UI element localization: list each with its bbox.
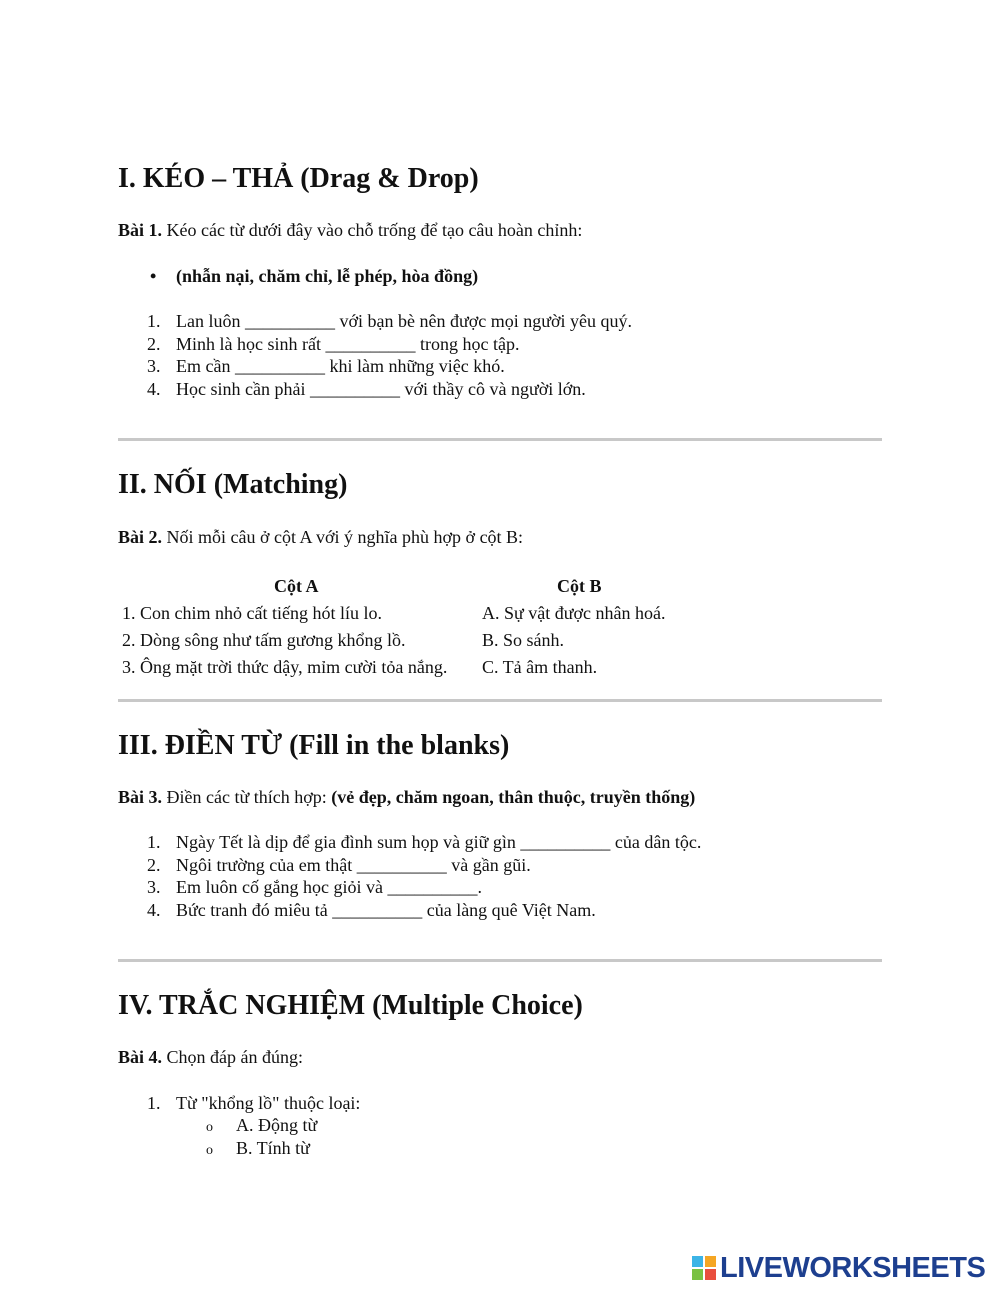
exercise-3-instruction — [118, 787, 695, 808]
column-b-cell[interactable]: B. So sánh. — [482, 630, 565, 650]
list-item[interactable] — [118, 355, 632, 378]
item-number: 2. — [147, 854, 161, 875]
exercise-3-text: Điền các từ thích hợp: — [162, 787, 332, 807]
column-b-header: Cột B — [557, 576, 602, 596]
list-item[interactable] — [118, 831, 701, 854]
logo-block — [705, 1269, 716, 1280]
exercise-3-label: Bài 3. — [118, 787, 163, 807]
section-divider — [118, 438, 882, 441]
column-a-cell[interactable]: 1. Con chim nhỏ cất tiếng hót líu lo. — [122, 603, 382, 623]
logo-block — [705, 1256, 716, 1267]
item-number: 1. — [147, 832, 161, 852]
option-label: B. Tính từ — [236, 1138, 310, 1158]
matching-table — [118, 576, 882, 686]
item-number: 1. — [147, 1093, 161, 1113]
logo-blocks-icon — [692, 1256, 716, 1280]
option-circle-icon: o — [206, 1120, 213, 1135]
question-item — [118, 1092, 360, 1115]
item-text: Minh là học sinh rất __________ trong học tập. — [176, 333, 520, 354]
bullet-icon: • — [150, 266, 157, 286]
item-number: 2. — [147, 333, 161, 354]
item-text: Học sinh cần phải __________ với thầy cô và người lớn. — [176, 378, 586, 399]
column-a-header: Cột A — [274, 576, 319, 596]
item-text: Bức tranh đó miêu tả __________ của làng quê Việt Nam. — [176, 899, 596, 920]
option-a[interactable] — [206, 1115, 317, 1136]
section-2-heading: II. NỐI (Matching) — [118, 469, 348, 500]
item-text: Em cần __________ khi làm những việc khó. — [176, 356, 505, 376]
exercise-1-instruction — [118, 220, 582, 241]
item-number: 4. — [147, 378, 161, 399]
column-b-cell[interactable]: A. Sự vật được nhân hoá. — [482, 603, 666, 623]
section-1-heading: I. KÉO – THẢ (Drag & Drop) — [118, 163, 479, 194]
exercise-4-instruction — [118, 1047, 303, 1068]
section-4-heading: IV. TRẮC NGHIỆM (Multiple Choice) — [118, 990, 583, 1021]
word-bank — [150, 266, 478, 287]
item-text: Ngày Tết là dịp để gia đình sum họp và giữ gìn __________ của dân tộc. — [176, 832, 702, 852]
logo-block — [692, 1256, 703, 1267]
brand-name: LIVEWORKSHEETS — [720, 1252, 986, 1284]
option-label: A. Động từ — [236, 1115, 318, 1135]
option-circle-icon: o — [206, 1143, 213, 1158]
exercise-2-label: Bài 2. — [118, 527, 163, 547]
exercise-2-text: Nối mỗi câu ở cột A với ý nghĩa phù hợp ở cột B: — [162, 527, 524, 547]
item-text: Lan luôn __________ với bạn bè nên được mọi người yêu quý. — [176, 311, 633, 331]
section-divider — [118, 699, 882, 702]
list-item[interactable] — [118, 899, 701, 922]
item-number: 3. — [147, 877, 161, 897]
item-number: 3. — [147, 356, 161, 376]
exercise-3-word-bank: (vẻ đẹp, chăm ngoan, thân thuộc, truyền thống) — [331, 787, 696, 807]
exercise-2-instruction — [118, 527, 523, 548]
item-number: 4. — [147, 899, 161, 920]
column-b-cell[interactable]: C. Tả âm thanh. — [482, 657, 598, 677]
column-a-cell[interactable]: 3. Ông mặt trời thức dậy, mỉm cười tỏa nắng. — [122, 657, 448, 677]
exercise-3-list — [118, 831, 701, 921]
item-number: 1. — [147, 311, 161, 331]
list-item[interactable] — [118, 378, 632, 401]
exercise-4-list — [118, 1092, 360, 1115]
list-item[interactable] — [118, 310, 632, 333]
list-item[interactable] — [118, 333, 632, 356]
liveworksheets-logo — [692, 1252, 988, 1286]
word-bank-text: (nhẫn nại, chăm chỉ, lễ phép, hòa đồng) — [176, 266, 479, 286]
item-text: Em luôn cố gắng học giỏi và __________. — [176, 877, 482, 897]
list-item[interactable] — [118, 854, 701, 877]
option-b[interactable] — [206, 1138, 310, 1159]
logo-block — [692, 1269, 703, 1280]
list-item[interactable] — [118, 876, 701, 899]
exercise-1-list — [118, 310, 632, 400]
exercise-4-label: Bài 4. — [118, 1047, 163, 1067]
item-text: Ngôi trường của em thật __________ và gần gũi. — [176, 854, 531, 875]
exercise-4-text: Chọn đáp án đúng: — [162, 1047, 304, 1067]
section-divider — [118, 959, 882, 962]
exercise-1-text: Kéo các từ dưới đây vào chỗ trống để tạo câu hoàn chỉnh: — [162, 220, 583, 240]
exercise-1-label: Bài 1. — [118, 220, 163, 240]
section-3-heading: III. ĐIỀN TỪ (Fill in the blanks) — [118, 730, 510, 761]
question-text: Từ "khổng lồ" thuộc loại: — [176, 1093, 361, 1113]
column-a-cell[interactable]: 2. Dòng sông như tấm gương khổng lồ. — [122, 630, 406, 650]
